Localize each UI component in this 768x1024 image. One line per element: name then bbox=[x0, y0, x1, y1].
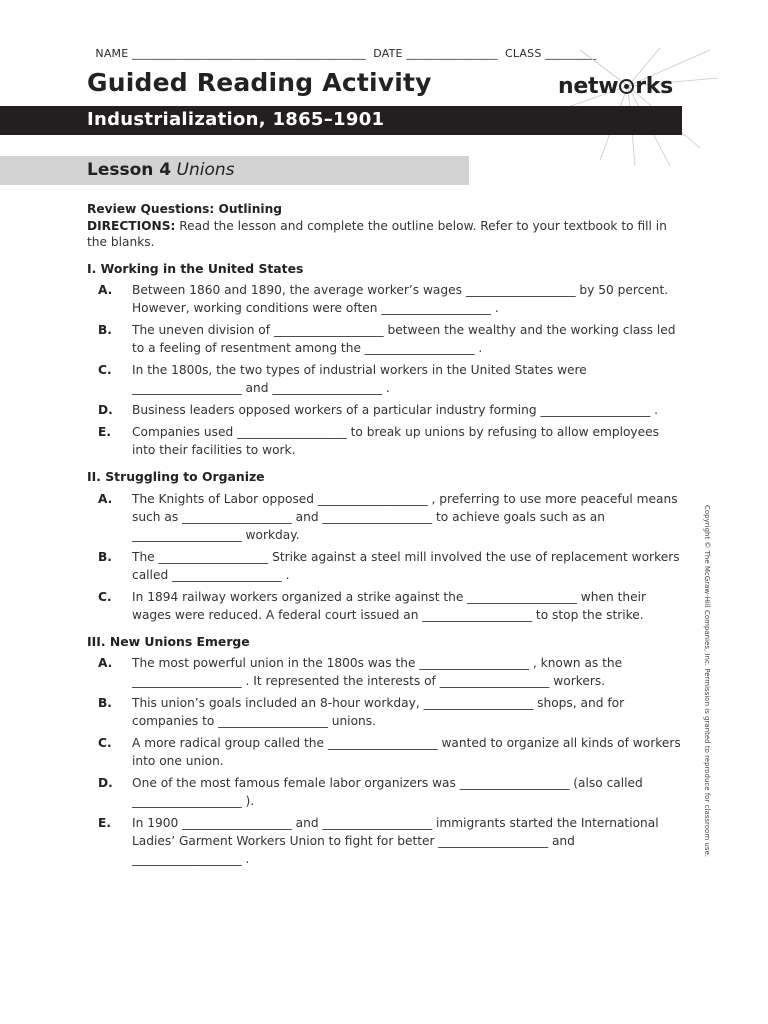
item-letter: C. bbox=[98, 736, 112, 750]
outline-item bbox=[87, 401, 681, 419]
copyright-notice bbox=[700, 505, 712, 857]
directions-label: DIRECTIONS: bbox=[87, 218, 176, 233]
item-text: Business leaders opposed workers of a particular industry forming __________________ . bbox=[132, 403, 658, 417]
section-heading: I. Working in the United States bbox=[87, 260, 304, 276]
item-letter: B. bbox=[98, 323, 112, 337]
item-text: One of the most famous female labor organizers was __________________ (also called __________________ ). bbox=[132, 776, 643, 808]
section-heading: II. Struggling to Organize bbox=[87, 469, 265, 484]
chapter-title: Industrialization, 1865–1901 bbox=[87, 109, 385, 130]
item-text: This union’s goals included an 8-hour workday, __________________ shops, and for companies to __________________ unions. bbox=[132, 696, 625, 728]
outline-item bbox=[87, 321, 681, 357]
lesson-number: Lesson 4 bbox=[87, 160, 172, 180]
outline-item bbox=[87, 694, 681, 730]
review-heading: Review Questions: Outlining bbox=[87, 202, 282, 216]
outline-item bbox=[87, 654, 681, 690]
logo-text-end: rks bbox=[635, 74, 673, 99]
item-text: Companies used __________________ to break up unions by refusing to allow employees into their facilities to work. bbox=[132, 425, 659, 457]
item-text: The uneven division of __________________ between the wealthy and the working class led to a feeling of resentment among the __________________ . bbox=[132, 323, 676, 355]
item-letter: D. bbox=[98, 776, 113, 790]
item-letter: E. bbox=[98, 425, 111, 439]
directions-text: Read the lesson and complete the outline below. Refer to your textbook to fill in the blanks. bbox=[87, 218, 667, 249]
outline-item bbox=[87, 734, 681, 770]
outline-item bbox=[87, 548, 681, 584]
logo-text-start: netw bbox=[558, 74, 619, 99]
item-letter: D. bbox=[98, 403, 113, 417]
worksheet-content bbox=[87, 201, 681, 872]
item-letter: B. bbox=[98, 549, 112, 564]
name-field[interactable]: NAME _________________________________________ bbox=[95, 47, 366, 60]
item-letter: B. bbox=[98, 696, 112, 710]
lesson-topic: Unions bbox=[176, 160, 235, 180]
item-text: In the 1800s, the two types of industrial workers in the United States were __________________ and __________________ . bbox=[132, 363, 587, 395]
item-letter: A. bbox=[98, 491, 113, 506]
outline-item bbox=[87, 423, 681, 459]
page-title: Guided Reading Activity bbox=[87, 68, 432, 97]
date-field[interactable]: DATE ________________ bbox=[373, 47, 498, 60]
item-letter: E. bbox=[98, 816, 111, 830]
section-heading: III. New Unions Emerge bbox=[87, 633, 250, 649]
item-text: The Knights of Labor opposed __________________ , preferring to use more peaceful means such as __________________ and __________________ to achieve goals such as an __________________ workday. bbox=[132, 491, 678, 542]
item-text: Between 1860 and 1890, the average worker’s wages __________________ by 50 percent. However, working conditions were often __________________ . bbox=[132, 283, 669, 315]
outline-item bbox=[87, 361, 681, 397]
lesson-title bbox=[87, 160, 235, 180]
directions bbox=[87, 218, 681, 251]
outline-item bbox=[87, 814, 681, 868]
item-text: The __________________ Strike against a steel mill involved the use of replacement workers called __________________ . bbox=[132, 549, 680, 582]
item-letter: C. bbox=[98, 589, 112, 604]
networks-logo bbox=[558, 74, 673, 99]
copyright-text: Copyright © The McGraw-Hill Companies, Inc. Permission is granted to reproduce for classroom use. bbox=[703, 505, 711, 857]
outline-item bbox=[87, 281, 681, 317]
outline-item bbox=[87, 588, 681, 624]
outline-item bbox=[87, 490, 681, 544]
globe-icon bbox=[619, 79, 634, 94]
item-letter: C. bbox=[98, 363, 112, 377]
item-text: A more radical group called the __________________ wanted to organize all kinds of workers into one union. bbox=[132, 736, 681, 768]
item-letter: A. bbox=[98, 283, 113, 297]
item-letter: A. bbox=[98, 656, 113, 670]
item-text: In 1900 __________________ and __________________ immigrants started the International Ladies’ Garment Workers Union to fight for better __________________ and __________________ . bbox=[132, 816, 659, 866]
item-text: The most powerful union in the 1800s was the __________________ , known as the __________________ . It represented the interests of __________________ workers. bbox=[132, 656, 623, 688]
item-text: In 1894 railway workers organized a strike against the __________________ when their wages were reduced. A federal court issued an __________________ to stop the strike. bbox=[132, 589, 646, 622]
outline-item bbox=[87, 774, 681, 810]
outline bbox=[87, 261, 681, 869]
class-field[interactable]: CLASS _________ bbox=[504, 47, 597, 60]
